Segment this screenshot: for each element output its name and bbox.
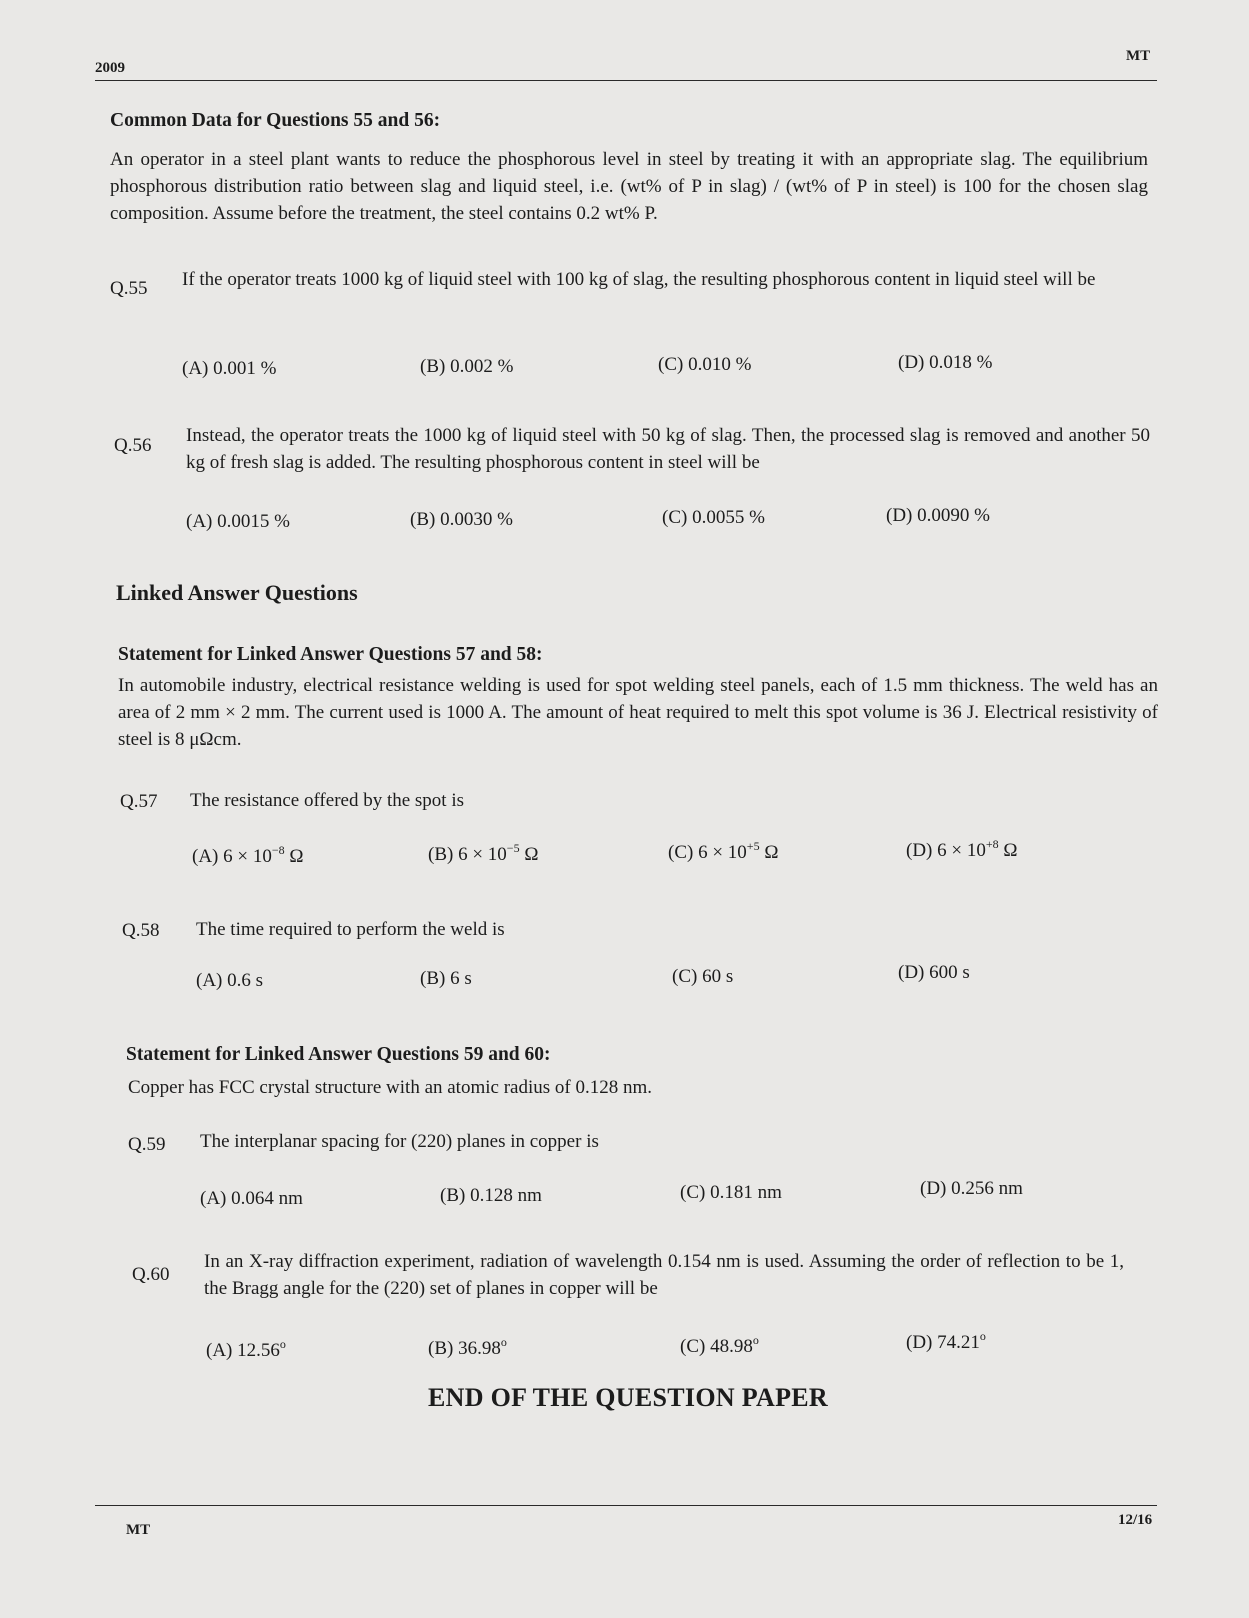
- question-number: Q.56: [114, 435, 152, 456]
- option-b: (B) 6 s: [420, 968, 472, 989]
- option-c: (C) 60 s: [672, 966, 734, 987]
- option-a: (A) 0.001 %: [182, 358, 277, 379]
- option-b: (B) 0.002 %: [420, 356, 514, 377]
- common-data-text: An operator in a steel plant wants to reduce the phosphorous level in steel by treating it with an appropriate slag. The equilibrium phosphorous distribution ratio between slag and liquid steel, i.e. (wt% of P in slag) / (wt% of P in steel) is 100 for the chosen slag composition. Assume before the treatment, the steel contains 0.2 wt% P.: [110, 149, 1148, 224]
- question-number: Q.59: [128, 1134, 166, 1155]
- option-d: (D) 0.0090 %: [886, 505, 990, 526]
- question-text: The resistance offered by the spot is: [190, 790, 465, 811]
- option-a: (A) 12.56$^o$: [206, 1337, 286, 1361]
- statement-57-58-heading: Statement for Linked Answer Questions 57 and 58:: [118, 644, 543, 665]
- statement-59-60-heading: Statement for Linked Answer Questions 59 and 60:: [126, 1044, 551, 1065]
- option-b: (B) 0.0030 %: [410, 509, 513, 530]
- option-c: (C) 48.98$^o$: [680, 1333, 759, 1357]
- option-c: (C) 0.010 %: [658, 354, 752, 375]
- option-d: (D) 600 s: [898, 962, 970, 983]
- option-c: (C) 0.0055 %: [662, 507, 765, 528]
- question-text: Instead, the operator treats the 1000 kg of liquid steel with 50 kg of slag. Then, the processed slag is removed and another 50 kg of fresh slag is added. The resulting phosphorous content in steel will be: [186, 425, 1150, 473]
- option-d: (D) $6 \times 10^{+8}$ Ω: [906, 837, 1018, 861]
- header-year: 2009: [95, 60, 125, 76]
- question-text: The time required to perform the weld is: [196, 919, 505, 940]
- statement-59-60-text: Copper has FCC crystal structure with an atomic radius of 0.128 nm.: [128, 1077, 652, 1098]
- footer-rule: [95, 1505, 1157, 1506]
- question-number: Q.55: [110, 278, 148, 299]
- option-c: (C) $6 \times 10^{+5}$ Ω: [668, 839, 779, 863]
- statement-57-58-text: In automobile industry, electrical resistance welding is used for spot welding steel panels, each of 1.5 mm thickness. The weld has an area of 2 mm × 2 mm. The current used is 1000 A. The amount of heat required to melt this spot volume is 36 J. Electrical resistivity of steel is 8 μΩcm.: [118, 675, 1158, 750]
- question-text: In an X-ray diffraction experiment, radiation of wavelength 0.154 nm is used. Assuming the order of reflection to be 1, the Bragg angle for the (220) set of planes in copper will be: [204, 1251, 1124, 1299]
- question-number: Q.60: [132, 1264, 170, 1285]
- option-a: (A) 0.6 s: [196, 970, 264, 991]
- option-a: (A) 0.064 nm: [200, 1188, 303, 1209]
- header-rule: [95, 80, 1157, 81]
- footer-page-number: 12/16: [1118, 1512, 1153, 1528]
- question-text: The interplanar spacing for (220) planes in copper is: [200, 1131, 599, 1152]
- footer-code: MT: [126, 1522, 151, 1538]
- option-c: (C) 0.181 nm: [680, 1182, 782, 1203]
- option-d: (D) 0.256 nm: [920, 1178, 1023, 1199]
- option-b: (B) $6 \times 10^{-5}$ Ω: [428, 841, 539, 865]
- option-b: (B) 0.128 nm: [440, 1185, 542, 1206]
- option-a: (A) $6 \times 10^{-8}$ Ω: [192, 843, 304, 867]
- question-text: If the operator treats 1000 kg of liquid steel with 100 kg of slag, the resulting phosphorous content in liquid steel will be: [182, 269, 1096, 290]
- option-a: (A) 0.0015 %: [186, 511, 290, 532]
- option-b: (B) 36.98$^o$: [428, 1335, 507, 1359]
- option-d: (D) 0.018 %: [898, 352, 993, 373]
- option-d: (D) 74.21$^o$: [906, 1329, 986, 1353]
- common-data-heading: Common Data for Questions 55 and 56:: [110, 110, 441, 131]
- question-number: Q.58: [122, 920, 160, 941]
- linked-answer-section-title: Linked Answer Questions: [116, 580, 358, 605]
- header-code: MT: [1126, 48, 1151, 64]
- question-number: Q.57: [120, 791, 158, 812]
- end-of-paper-text: END OF THE QUESTION PAPER: [428, 1383, 828, 1412]
